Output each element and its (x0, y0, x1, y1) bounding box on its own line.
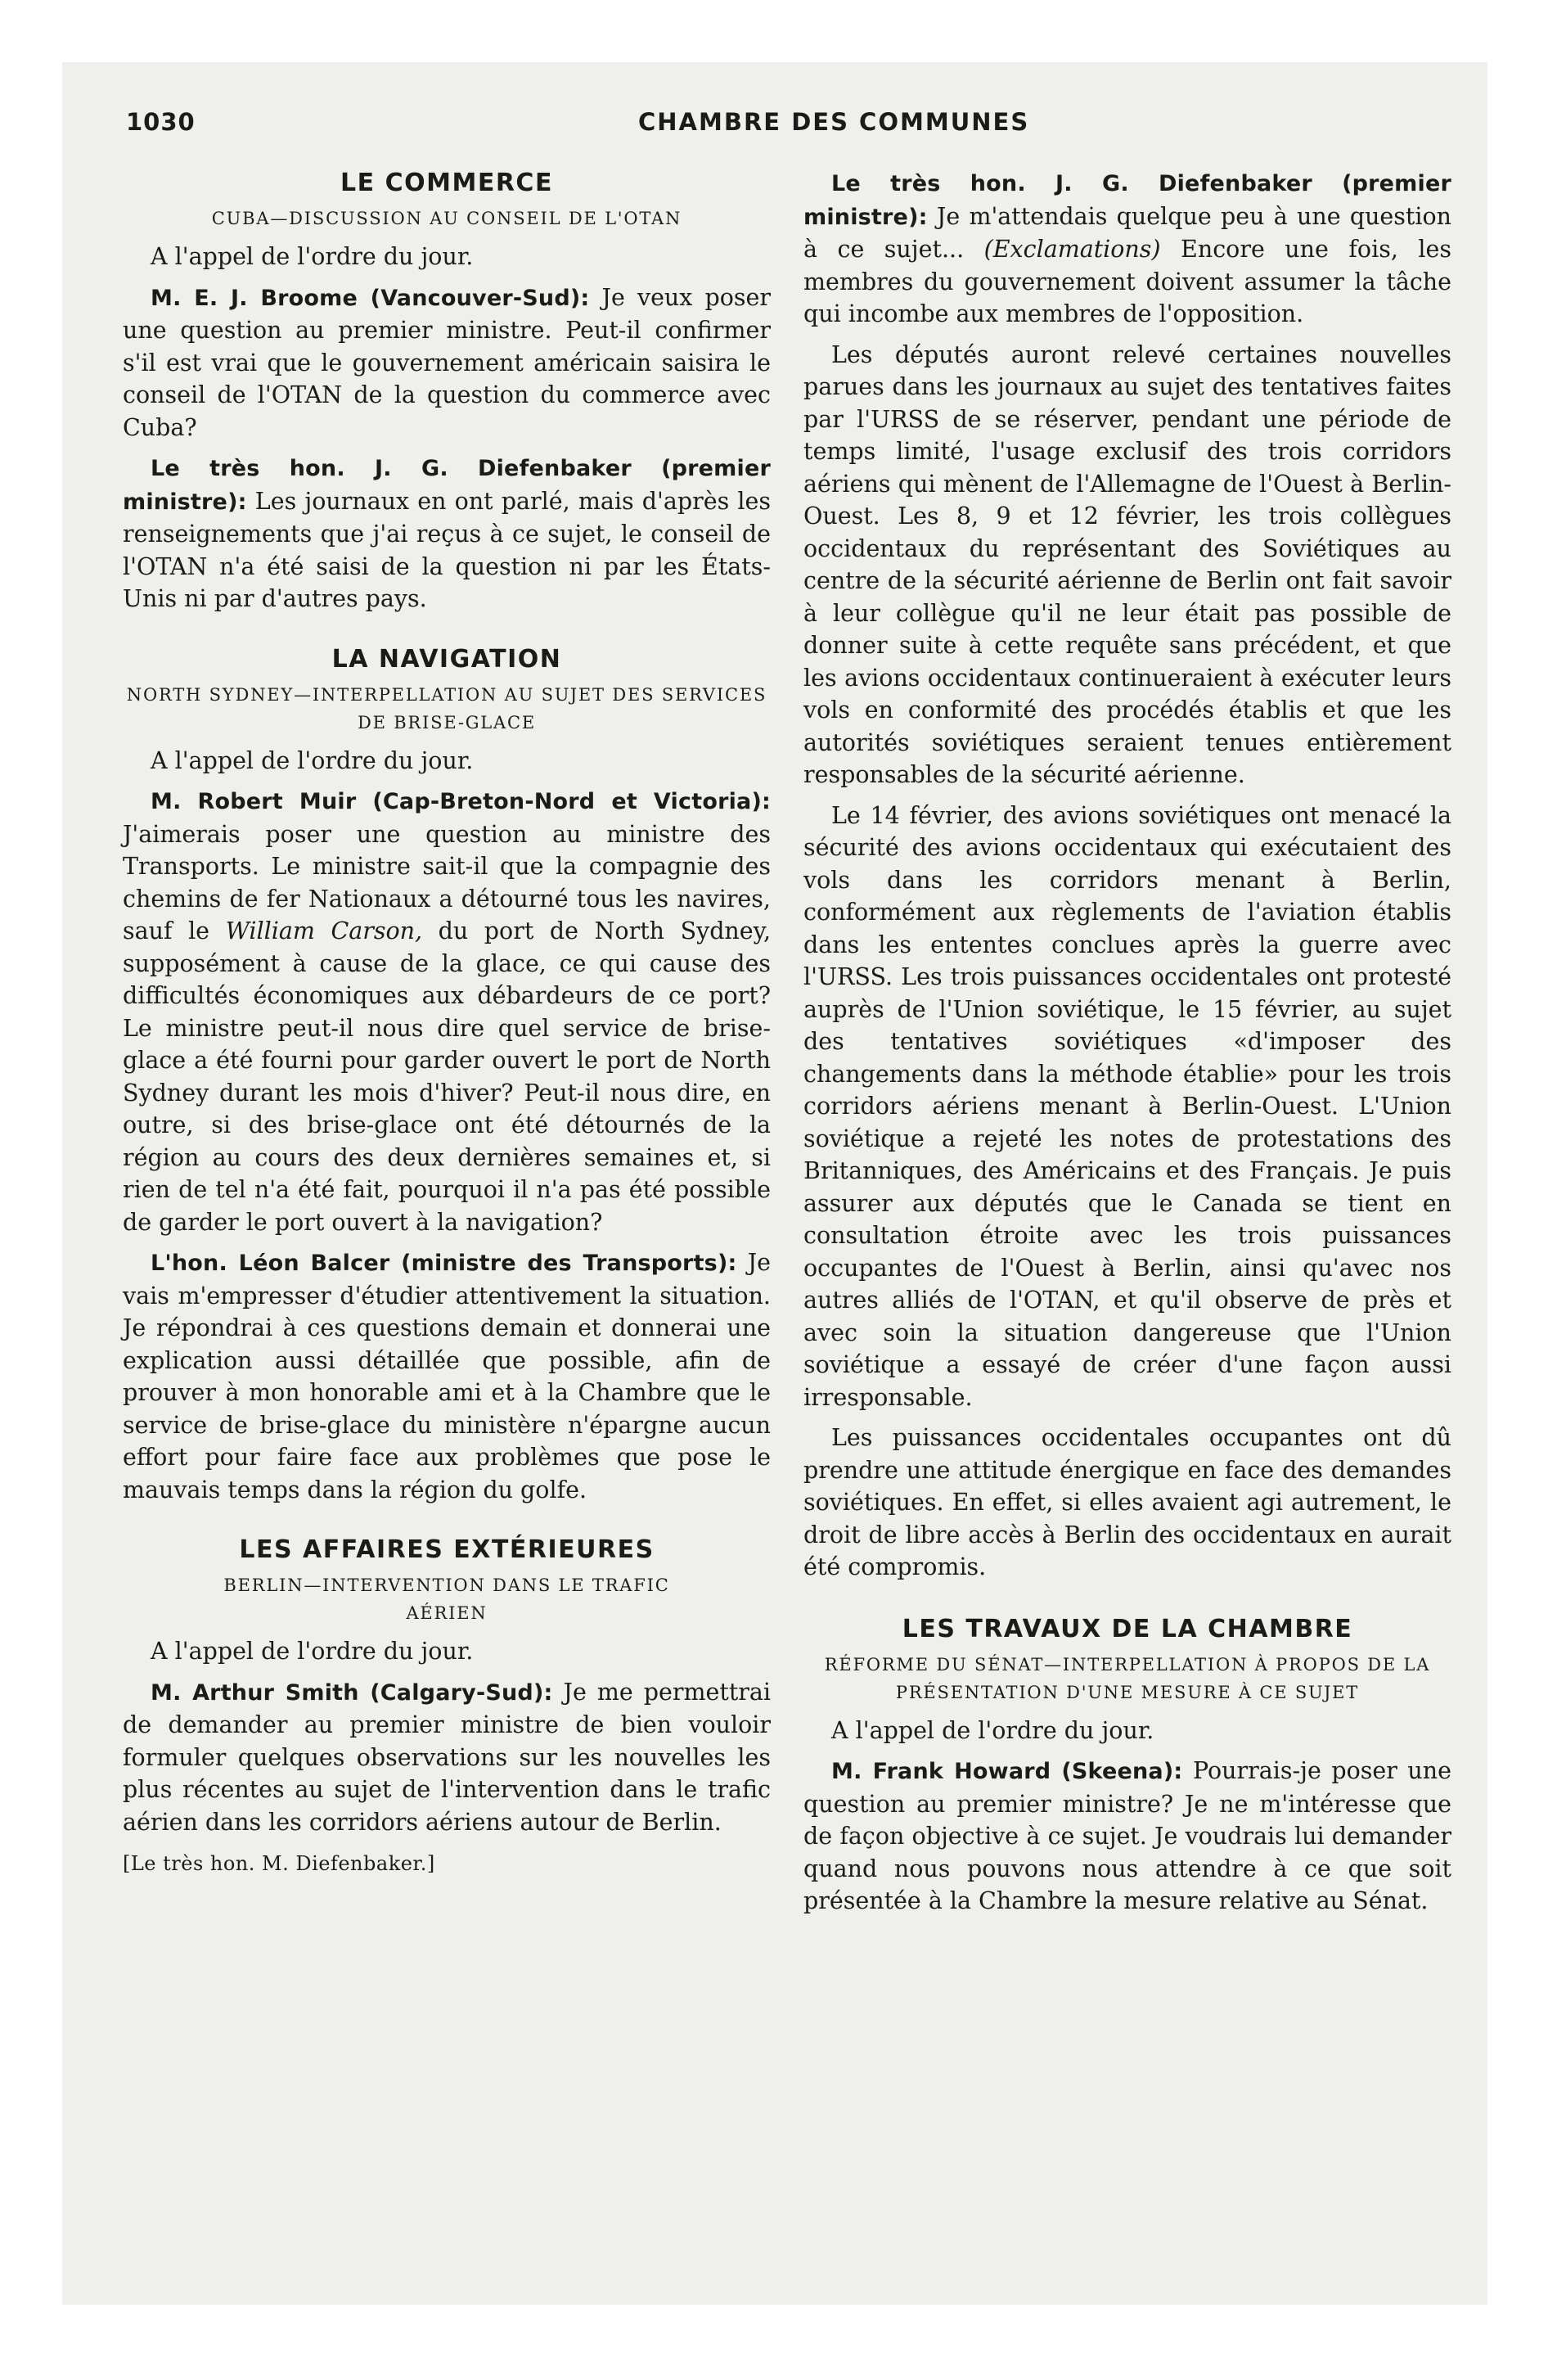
section-heading-navigation: LA NAVIGATION (331, 644, 562, 674)
text-muir-b: du port de North Sydney, supposément à cause de la glace, ce qui cause des difficultés économiques aux débardeurs de ce port? Le ministre peut-il nous dire quel service de brise-glace a été fourni pour garder ouvert le port de North Sydney durant les mois d'hiver? Peut-il nous dire, en outre, si des brise-glace ont été détournés de la région au cours des deux dernières semaines et, si rien de tel n'a été fait, pourquoi il n'a pas été possible de garder le port ouvert à la navigation? (123, 917, 772, 1236)
order-of-day: A l'appel de l'ordre du jour. (151, 243, 474, 270)
page-sheet (62, 62, 1487, 2305)
paragraph-howard (803, 1755, 1451, 1918)
order-of-day: A l'appel de l'ordre du jour. (831, 1716, 1154, 1744)
speaker-broome: M. E. J. Broome (Vancouver-Sud): (151, 285, 590, 311)
paragraph-western-powers: Les puissances occidentales occupantes ont dû prendre une attitude énergique en face des demandes soviétiques. En effet, si elles avaient agi autrement, le droit de libre accès à Berlin des occidentaux en aurait été compromis. (803, 1424, 1451, 1580)
paragraph-diefenbaker-otan (123, 452, 771, 615)
text-smith: Je me permettrai de demander au premier ministre de bien vouloir formuler quelques observations sur les nouvelles les plus récentes au sujet de l'intervention dans le trafic aérien dans les corridors aériens autour de Berlin. (123, 1678, 771, 1836)
subheading-cuba: CUBA—DISCUSSION AU CONSEIL DE L'OTAN (211, 209, 682, 228)
paragraph-muir (123, 785, 771, 1238)
order-of-day: A l'appel de l'ordre du jour. (151, 1638, 474, 1665)
running-title: CHAMBRE DES COMMUNES (638, 108, 1030, 136)
speaker-diefenbaker: Le très hon. J. G. Diefenbaker (premier ministre): (803, 171, 1451, 230)
speaker-howard: M. Frank Howard (Skeena): (831, 1759, 1183, 1784)
section-heading-commerce: LE COMMERCE (340, 169, 553, 197)
subheading-berlin: BERLIN—INTERVENTION DANS LE TRAFIC AÉRIEN (223, 1575, 670, 1623)
right-column (803, 167, 1451, 1926)
text-diefenbaker-b: Encore une fois, les membres du gouvernement doivent assumer la tâche qui incombe aux membres de l'opposition. (803, 236, 1451, 327)
paragraph-smith (123, 1676, 771, 1839)
text-muir-a: J'aimerais poser une question au ministre des Transports. Le ministre sait-il que la compagnie des chemins de fer Nationaux a détourné tous les navires, sauf le (123, 820, 771, 944)
paragraph-diefenbaker-berlin (803, 167, 1451, 331)
text-diefenbaker-otan: Les journaux en ont parlé, mais d'après les renseignements que j'ai reçus à ce sujet, le conseil de l'OTAN n'a été saisi de la question ni par les États-Unis ni par d'autres pays. (123, 487, 771, 612)
text-howard: Pourrais-je poser une question au premier ministre? Je ne m'intéresse que de façon objective à ce sujet. Je voudrais lui demander quand nous pouvons nous attendre à ce que soit présentée à la Chambre la mesure relative au Sénat. (803, 1757, 1452, 1914)
exclamations: (Exclamations) (983, 236, 1161, 263)
subheading-senate-reform: RÉFORME DU SÉNAT—INTERPELLATION À PROPOS DE LA PRÉSENTATION D'UNE MESURE À CE SUJET (824, 1654, 1431, 1702)
ship-name: William Carson, (225, 917, 423, 944)
running-header (126, 108, 1435, 149)
text-diefenbaker-a: Je m'attendais quelque peu à une question à ce sujet... (803, 202, 1452, 263)
left-column (123, 167, 771, 1889)
speaker-balcer: L'hon. Léon Balcer (ministre des Transports): (151, 1251, 737, 1276)
section-heading-house-business: LES TRAVAUX DE LA CHAMBRE (902, 1614, 1353, 1643)
continuation-note: [Le très hon. M. Diefenbaker.] (123, 1852, 435, 1875)
order-of-day: A l'appel de l'ordre du jour. (151, 746, 474, 774)
paragraph-february-14: Le 14 février, des avions soviétiques ont menacé la sécurité des avions occidentaux qui exécutaient des vols dans les corridors menant à Berlin, conformément aux règlements de l'aviation établis dans les ententes conclues après la guerre avec l'URSS. Les trois puissances occidentales ont protesté auprès de l'Union soviétique, le 15 février, au sujet des tentatives soviétiques «d'imposer des changements dans la méthode établie» pour les trois corridors aériens menant à Berlin-Ouest. L'Union soviétique a rejeté les notes de protestations des Britanniques, des Américains et des Français. Je puis assurer aux députés que le Canada se tient en consultation étroite avec les trois puissances occupantes de l'Ouest à Berlin, ainsi qu'avec nos autres alliés de l'OTAN, et qu'il observe de près et avec soin la situation dangereuse que l'Union soviétique a essayé de créer d'une façon aussi irresponsable. (803, 801, 1451, 1411)
paragraph-berlin-corridors: Les députés auront relevé certaines nouvelles parues dans les journaux au sujet des tentatives faites par l'URSS de se réserver, pendant une période de temps limité, l'usage exclusif des trois corridors aériens qui mènent de l'Allemagne de l'Ouest à Berlin-Ouest. Les 8, 9 et 12 février, les trois collègues occidentaux du représentant des Soviétiques au centre de la sécurité aérienne de Berlin ont fait savoir à leur collègue qu'il ne leur était pas possible de donner suite à cette requête sans précédent, et que les avions occidentaux continueraient à exécuter leurs vols en conformité des procédés établis et que les autorités soviétiques seraient tenues entièrement responsables de la sécurité aérienne. (803, 340, 1451, 788)
speaker-smith: M. Arthur Smith (Calgary-Sud): (151, 1679, 553, 1706)
page-number: 1030 (126, 108, 196, 136)
speaker-diefenbaker: Le très hon. J. G. Diefenbaker (premier ministre): (123, 456, 771, 515)
subheading-north-sydney: NORTH SYDNEY—INTERPELLATION AU SUJET DES SERVICES DE BRISE-GLACE (126, 684, 767, 732)
speaker-muir: M. Robert Muir (Cap-Breton-Nord et Victoria): (151, 789, 771, 814)
paragraph-broome (123, 282, 771, 444)
text-broome: Je veux poser une question au premier ministre. Peut-il confirmer s'il est vrai que le gouvernement américain saisira le conseil de l'OTAN de la question du commerce avec Cuba? (123, 283, 772, 441)
text-balcer: Je vais m'empresser d'étudier attentivement la situation. Je répondrai à ces questions demain et donnerai une explication aussi détaillée que possible, afin de prouver à mon honorable ami et à la Chambre que le service de brise-glace du ministère n'épargne aucun effort pour faire face aux problèmes que pose le mauvais temps dans la région du golfe. (123, 1249, 771, 1503)
section-heading-external-affairs: LES AFFAIRES EXTÉRIEURES (239, 1535, 655, 1564)
paragraph-balcer (123, 1246, 771, 1506)
